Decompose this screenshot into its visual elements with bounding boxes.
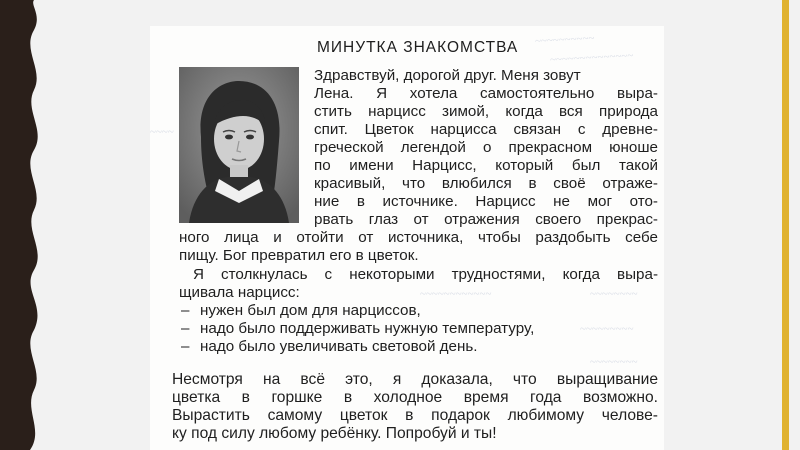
intro-line: ного лица и отойти от источника, чтобы раздобыть себе: [179, 229, 658, 246]
list-item: нужен был дом для нарциссов,: [200, 302, 421, 319]
intro-line: по имени Нарцисс, который был такой: [314, 157, 658, 174]
intro-line: красивый, что влюбился в своё отраже-: [314, 175, 658, 192]
conclusion-line: ку под силу любому ребёнку. Попробуй и ты!: [172, 425, 497, 442]
right-accent-bar: [782, 0, 789, 450]
list-item: надо было поддерживать нужную температуру,: [200, 320, 535, 337]
intro-line: Здравствуй, дорогой друг. Меня зовут: [314, 67, 581, 84]
difficulties-line: щивала нарцисс:: [179, 284, 300, 301]
difficulties-line: Я столкнулась с некоторыми трудностями, когда выра-: [193, 266, 658, 283]
conclusion-line: Несмотря на всё это, я доказала, что выращивание: [172, 371, 658, 388]
conclusion-line: цветка в горшке в холодное время года возможно.: [172, 389, 658, 406]
intro-line: рвать глаз от отражения своего прекрас-: [314, 211, 658, 228]
intro-line: Лена. Я хотела самостоятельно выра-: [314, 85, 658, 102]
intro-line: ние в источнике. Нарцисс не мог ото-: [314, 193, 658, 210]
section-heading: МИНУТКА ЗНАКОМСТВА: [317, 39, 519, 56]
intro-line: пищу. Бог превратил его в цветок.: [179, 247, 419, 264]
list-marker: –: [181, 338, 190, 355]
conclusion-line: Вырастить самому цветок в подарок любимому челове-: [172, 407, 658, 424]
list-marker: –: [181, 302, 190, 319]
intro-line: греческой легендой о прекрасном юноше: [314, 139, 658, 156]
intro-line: стить нарцисс зимой, когда вся природа: [314, 103, 658, 120]
girl-portrait-icon: [179, 67, 299, 223]
textbook-page: [150, 26, 664, 450]
intro-line: спит. Цветок нарцисса связан с древне-: [314, 121, 658, 138]
list-item: надо было увеличивать световой день.: [200, 338, 478, 355]
page-bleed-through: ~~~~~~~~~~ ~~~~~~~~~~~~~~ ~~~~ ~~~~~~~~~~~~ ~~~~~~~~ ~~~~~~~~~ ~~~~~~~~: [150, 32, 638, 368]
left-decorative-border: [0, 0, 46, 450]
list-marker: –: [181, 320, 190, 337]
girl-portrait-photo: [179, 67, 299, 223]
